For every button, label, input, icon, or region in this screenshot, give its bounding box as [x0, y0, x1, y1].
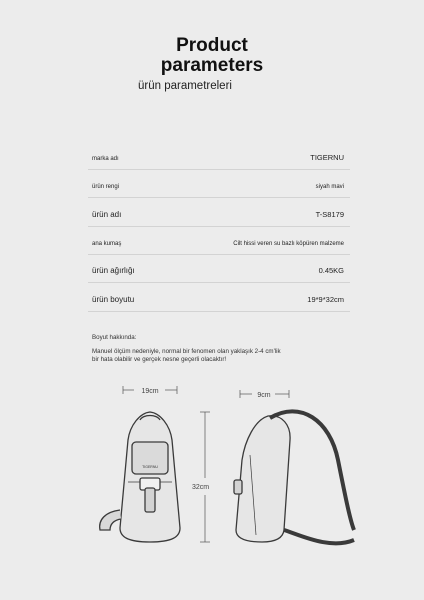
bag-side-view — [234, 411, 354, 543]
size-note-line-1: Manuel ölçüm nedeniyle, normal bir fenomen olan yaklaşık 2-4 cm'lik — [92, 348, 281, 355]
param-row-size — [88, 283, 350, 312]
param-label: ana kumaş — [92, 241, 122, 247]
brand-tag: TIGERNU — [142, 465, 158, 469]
size-note — [92, 334, 281, 364]
page-subtitle: ürün parametreleri — [138, 80, 232, 92]
param-value: 0.45KG — [318, 266, 344, 275]
width-label: 19cm — [141, 388, 159, 395]
size-note-line-2: bir hata olabilir ve gerçek nesne geçerli olacaktır! — [92, 356, 227, 363]
param-label: ürün adı — [92, 210, 122, 219]
size-note-heading: Boyut hakkında: — [92, 334, 137, 341]
param-value: T-S8179 — [315, 210, 344, 219]
title-line-2: parameters — [160, 55, 264, 76]
param-label: ürün ağırlığı — [92, 266, 135, 275]
param-value: TIGERNU — [310, 153, 344, 162]
param-value: Cilt hissi veren su bazlı köpüren malzeme — [233, 241, 344, 247]
param-row-name — [88, 198, 350, 227]
bag-front-view — [100, 412, 180, 542]
param-value: 19*9*32cm — [307, 295, 344, 304]
param-label: ürün boyutu — [92, 295, 135, 304]
param-row-fabric — [88, 226, 350, 255]
depth-label: 9cm — [257, 392, 271, 399]
height-dimension-marker — [200, 412, 210, 542]
param-value: siyah mavi — [315, 184, 344, 190]
title-line-1: Product — [176, 35, 248, 56]
page-title — [0, 36, 424, 76]
param-row-brand — [88, 141, 350, 170]
bag-dimension-figure — [0, 380, 424, 580]
param-row-color — [88, 169, 350, 198]
param-row-weight — [88, 254, 350, 283]
height-label: 32cm — [192, 484, 210, 491]
param-label: ürün rengi — [92, 184, 120, 190]
param-label: marka adı — [92, 156, 119, 162]
